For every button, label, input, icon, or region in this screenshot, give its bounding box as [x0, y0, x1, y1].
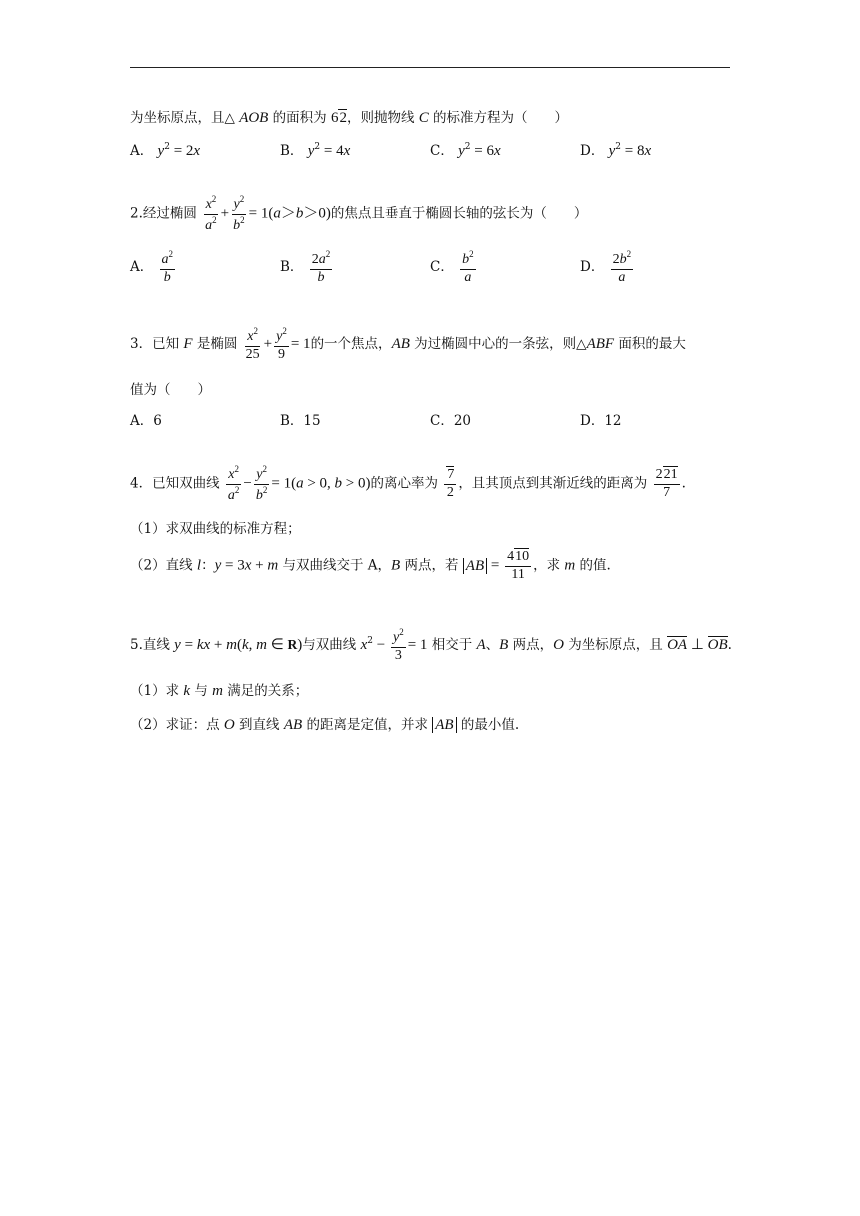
q3-option-a: A．6	[130, 413, 162, 429]
q3-stem-line1: 3．已知 F 是椭圆 $\frac{x^2}{25}$ + $\frac{y^2}{9}$ = 1的一个焦点，AB 为过椭圆中心的一条弦，则△ABF 面积的最大	[130, 326, 686, 362]
q5-stem: 5.直线 y = kx + m(k, m ∈ R)与双曲线 $x^2$ − $\frac{y^2}{3}$ = 1 相交于 A、B 两点，O 为坐标原点，且 OA ⊥ OB.	[130, 627, 732, 663]
q1-option-a: A． $y^2 = 2x$	[130, 142, 201, 159]
q4-part2: （2）直线 l：y = 3x + m 与双曲线交于 A，B 两点，若 AB = $\frac{410}{11}$ ，求 m 的值.	[130, 549, 611, 582]
q2-option-c: C． $\frac{b^2}{a}$	[430, 249, 474, 285]
q2-option-b: B． $\frac{2a^2}{b}$	[280, 249, 331, 285]
q3-option-d: D．12	[580, 413, 622, 429]
q2-stem: 2.经过椭圆 $\frac{x^2}{a^2}$ + $\frac{y^2}{b^2}$ = 1(a＞b＞0)的焦点且垂直于椭圆长轴的弦长为（ ）	[130, 194, 588, 233]
q3-stem-line2: 值为（ ）	[130, 382, 211, 398]
q4-part1: （1）求双曲线的标准方程；	[130, 521, 301, 537]
q1-option-b: B． $y^2 = 4x$	[280, 142, 351, 159]
q4-stem: 4．已知双曲线 $\frac{x^2}{a^2}$ − $\frac{y^2}{b^2}$ = 1(a > 0, b > 0)的离心率为 $\frac{7}{2}$ ，且其顶点到其渐近线的距离为 $\frac{221}{7}$ .	[130, 464, 686, 503]
q1-option-c: C． $y^2 = 6x$	[430, 142, 501, 159]
q5-part2: （2）求证：点 O 到直线 AB 的距离是定值，并求 AB 的最小值.	[130, 717, 520, 733]
q2-option-a: A． $\frac{a^2}{b}$	[130, 249, 174, 285]
q1-option-d: D． $y^2 = 8x$	[580, 142, 652, 159]
header-rule	[130, 67, 730, 68]
q1-stem-tail: 为坐标原点，且△ AOB 的面积为 62，则抛物线 C 的标准方程为（ ）	[130, 110, 569, 126]
q2-option-d: D． $\frac{2b^2}{a}$	[580, 249, 632, 285]
q3-option-b: B．15	[280, 413, 321, 429]
q3-option-c: C．20	[430, 413, 472, 429]
q5-part1: （1）求 k 与 m 满足的关系；	[130, 683, 309, 699]
